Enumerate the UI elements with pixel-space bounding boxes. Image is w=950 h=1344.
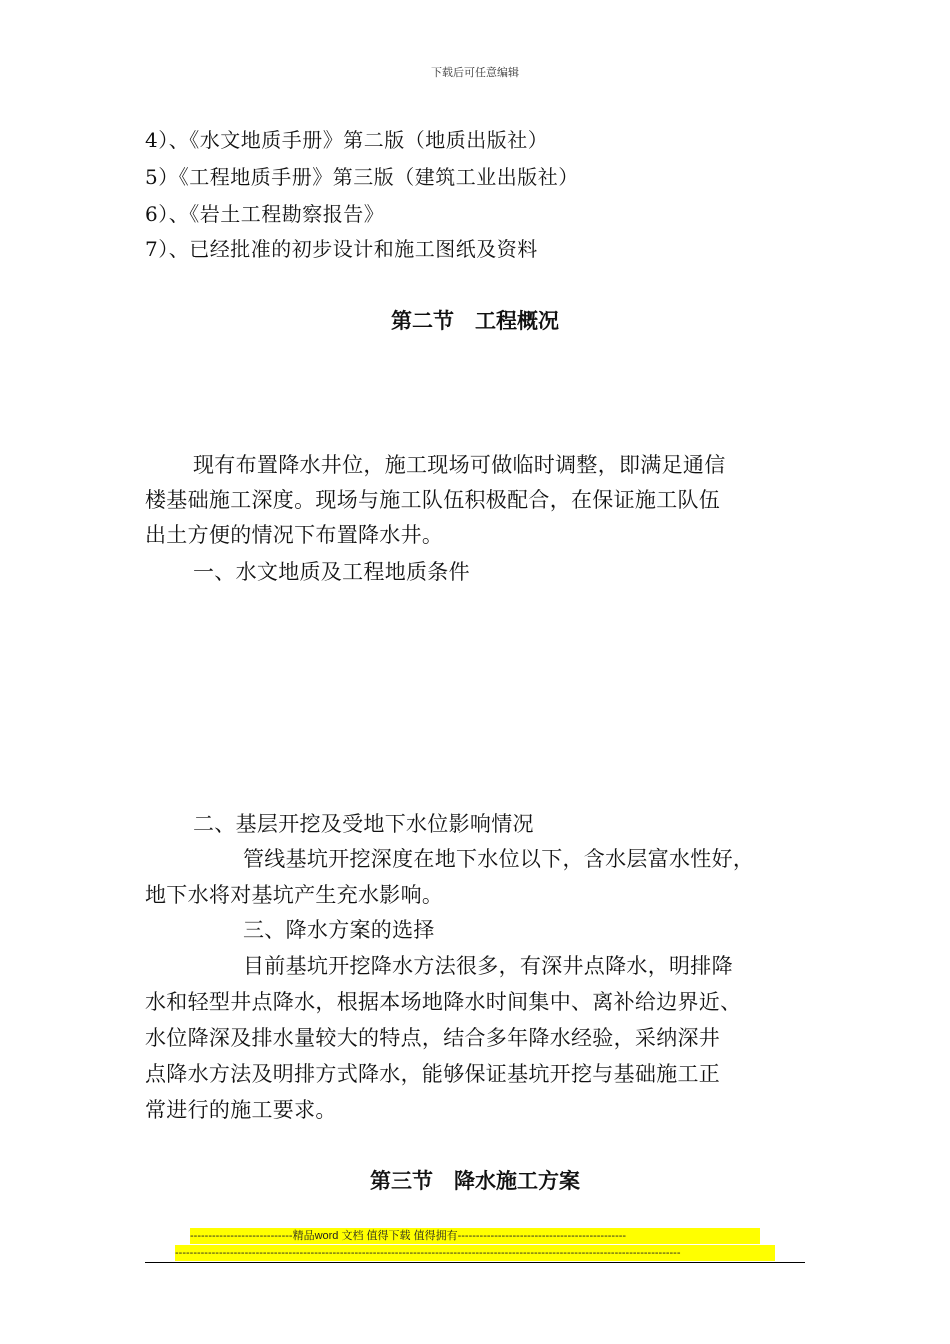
paragraph-line: 现有布置降水井位，施工现场可做临时调整，即满足通信 bbox=[193, 453, 726, 477]
footer-banner: ----------------------------精品word 文档 值得下载 值得拥有---------------------------------------------- bbox=[190, 1228, 760, 1244]
footer-rule bbox=[145, 1262, 805, 1263]
paragraph-line: 管线基坑开挖深度在地下水位以下，含水层富水性好， bbox=[243, 847, 755, 871]
footer-dashes: ------------------------------------------------------------------------------------------------------------------------------------------ bbox=[175, 1245, 775, 1261]
paragraph-line: 地下水将对基坑产生充水影响。 bbox=[145, 883, 444, 907]
subsection-title: 一、水文地质及工程地质条件 bbox=[193, 560, 470, 584]
page-header: 下载后可任意编辑 bbox=[431, 66, 519, 79]
section-title: 第三节 降水施工方案 bbox=[370, 1169, 580, 1193]
paragraph-line: 水位降深及排水量较大的特点，结合多年降水经验，采纳深井 bbox=[145, 1026, 721, 1050]
paragraph-line: 楼基础施工深度。现场与施工队伍积极配合，在保证施工队伍 bbox=[145, 488, 721, 512]
reference-item: 4）、《水文地质手册》第二版（地质出版社） bbox=[145, 128, 549, 152]
section-title: 第二节 工程概况 bbox=[391, 309, 559, 333]
paragraph-line: 点降水方法及明排方式降水，能够保证基坑开挖与基础施工正 bbox=[145, 1062, 721, 1086]
reference-item: 6）、《岩土工程勘察报告》 bbox=[145, 202, 385, 226]
subsection-title: 三、降水方案的选择 bbox=[243, 918, 435, 942]
reference-item: 7）、已经批准的初步设计和施工图纸及资料 bbox=[145, 237, 538, 261]
reference-item: 5）《工程地质手册》第三版（建筑工业出版社） bbox=[145, 165, 579, 189]
subsection-title: 二、基层开挖及受地下水位影响情况 bbox=[193, 812, 534, 836]
paragraph-line: 出土方便的情况下布置降水井。 bbox=[145, 523, 444, 547]
paragraph-line: 水和轻型井点降水，根据本场地降水时间集中、离补给边界近、 bbox=[145, 990, 742, 1014]
paragraph-line: 目前基坑开挖降水方法很多，有深井点降水，明排降 bbox=[243, 954, 733, 978]
paragraph-line: 常进行的施工要求。 bbox=[145, 1098, 337, 1122]
